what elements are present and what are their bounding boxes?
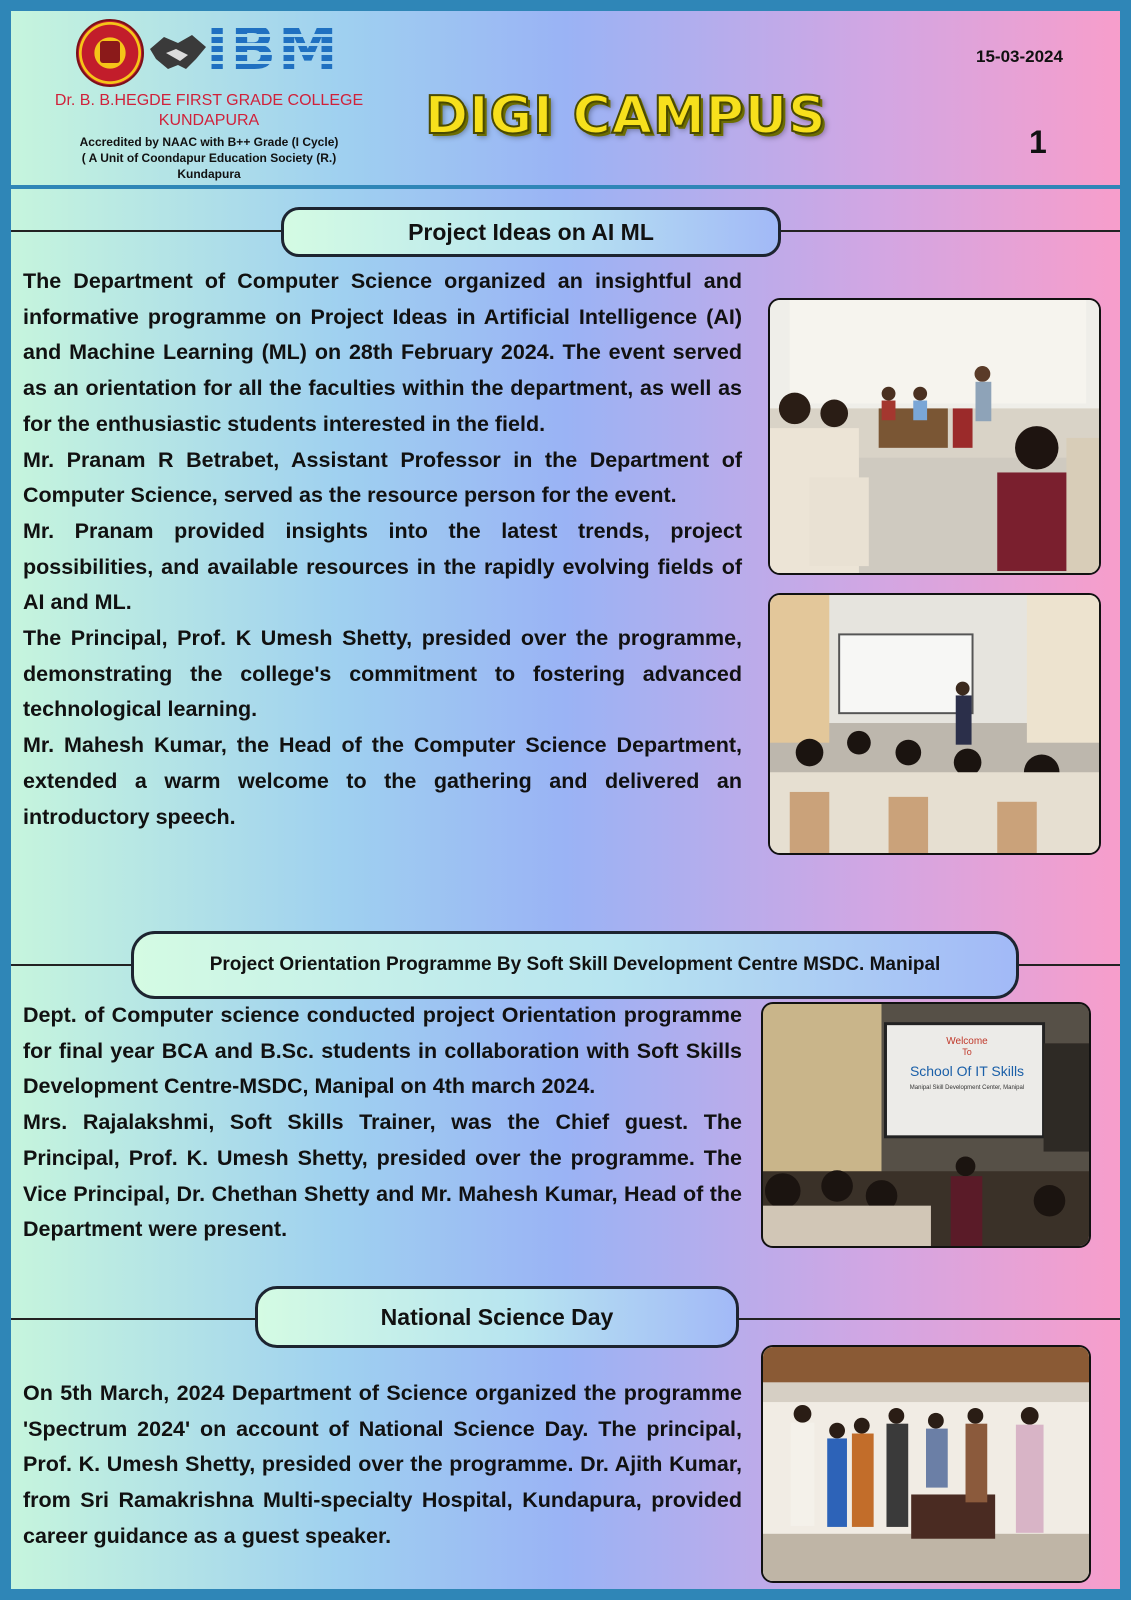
paragraph: The Principal, Prof. K Umesh Shetty, presided over the programme, demonstrating the college's commitment to fostering advanced technological learning. (23, 626, 742, 722)
paragraph: On 5th March, 2024 Department of Science organized the programme 'Spectrum 2024' on account of National Science Day. The principal, Prof. K. Umesh Shetty, presided over the programme. Dr. Ajith Kumar, from Sri Ramakrishna Multi-specialty Hospital, Kundapura, provided career guidance as a guest speaker. (23, 1381, 742, 1548)
accreditation-text: Accredited by NAAC with B++ Grade (I Cycle) (79, 135, 339, 149)
newsletter-header (11, 11, 1120, 189)
ibm-logo: IBM (206, 14, 340, 84)
paragraph: Mr. Mahesh Kumar, the Head of the Computer Science Department, extended a warm welcome to the gathering and delivered an introductory speech. (23, 733, 742, 829)
section-heading-ai-ml: Project Ideas on AI ML (281, 207, 781, 257)
issue-date: 15-03-2024 (976, 47, 1063, 66)
masthead-title: DIGI CAMPUS (425, 86, 827, 146)
section-heading-science-day: National Science Day (255, 1286, 739, 1348)
event-photo-msdc (761, 1002, 1091, 1248)
section-body-ai-ml (23, 264, 742, 835)
paragraph: Mr. Pranam R Betrabet, Assistant Professor in the Department of Computer Science, served as the resource person for the event. (23, 447, 742, 508)
section-body-science-day (23, 1376, 742, 1555)
photo-image (763, 1347, 1089, 1581)
paragraph: Mrs. Rajalakshmi, Soft Skills Trainer, was the Chief guest. The Principal, Prof. K. Umesh Shetty, presided over the programme. The Vice Principal, Dr. Chethan Shetty and Mr. Mahesh Kumar, Head of the Department were present. (23, 1110, 742, 1242)
divider-line (781, 230, 1120, 232)
screen-to: To (962, 1047, 972, 1057)
divider-line (1017, 964, 1120, 966)
photo-image (770, 595, 1099, 853)
divider-line (11, 964, 133, 966)
unit-text: ( A Unit of Coondapur Education Society (R.) (81, 151, 337, 165)
section-heading-orientation: Project Orientation Programme By Soft Skill Development Centre MSDC. Manipal (131, 931, 1019, 999)
college-name: Dr. B. B.HEGDE FIRST GRADE COLLEGE KUNDAPURA (54, 92, 364, 129)
screen-welcome: Welcome (946, 1036, 988, 1047)
divider-line (737, 1318, 1120, 1320)
college-seal-icon (76, 19, 144, 87)
screen-subtitle: Manipal Skill Development Center, Manipal (909, 1085, 1025, 1091)
event-photo-classroom (768, 298, 1101, 575)
place-text: Kundapura (177, 167, 241, 181)
paragraph: Mr. Pranam provided insights into the latest trends, project possibilities, and available resources in the rapidly evolving fields of AI and ML. (23, 518, 742, 615)
photo-image (770, 300, 1099, 573)
event-photo-science-day (761, 1345, 1091, 1583)
college-meta (39, 134, 379, 182)
event-photo-presentation (768, 593, 1101, 855)
divider-line (11, 1318, 256, 1320)
page-number: 1 (1029, 124, 1047, 160)
paragraph: Dept. of Computer science conducted project Orientation programme for final year BCA and B.Sc. students in collaboration with Soft Skills Development Centre-MSDC, Manipal on 4th march 2024. (23, 1003, 742, 1099)
section-body-orientation (23, 998, 742, 1248)
screen-title: School Of IT Skills (909, 1063, 1025, 1079)
paragraph: The Department of Computer Science organized an insightful and informative programme on Project Ideas in Artificial Intelligence (AI) and Machine Learning (ML) on 28th February 2024. The event served as an orientation for all the faculties within the department, as well as for the enthusiastic students interested in the field. (23, 269, 742, 436)
handshake-icon (148, 29, 208, 75)
divider-line (11, 230, 281, 232)
projector-screen (889, 1026, 1045, 1137)
